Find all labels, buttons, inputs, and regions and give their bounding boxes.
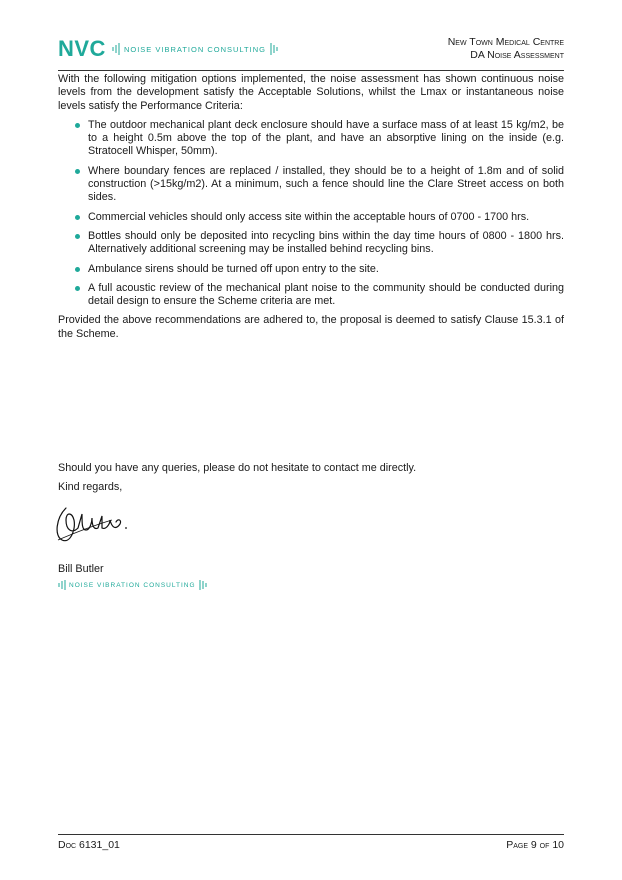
header-divider: [58, 70, 564, 71]
footer-divider: [58, 834, 564, 835]
logo-tagline-group: [112, 43, 278, 55]
list-item: Bottles should only be deposited into recycling bins within the day time hours of 0800 - 1800 hrs. Alternatively additional screening may be installed behind recycling bins.: [58, 230, 564, 257]
signer-name: Bill Butler: [58, 563, 104, 575]
logo-mark: NVC: [58, 36, 106, 61]
document-reference: Doc 6131_01: [58, 839, 120, 851]
conclusion-paragraph: Provided the above recommendations are adhered to, the proposal is deemed to satisfy Clause 15.3.1 of the Scheme.: [58, 314, 564, 340]
report-type: DA Noise Assessment: [470, 49, 564, 61]
list-item: The outdoor mechanical plant deck enclosure should have a surface mass of at least 15 kg/m2, be to a height 0.5m above the top of the plant, and have an absorptive lining on the inside (e.g. Stratocell Whisper, 50mm).: [58, 119, 564, 159]
list-item: Commercial vehicles should only access site within the acceptable hours of 0700 - 1700 hrs.: [58, 211, 564, 224]
list-item: A full acoustic review of the mechanical plant noise to the community should be conducted during detail design to ensure the Scheme criteria are met.: [58, 282, 564, 309]
intro-paragraph: With the following mitigation options implemented, the noise assessment has shown continuous noise levels from the development satisfy the Acceptable Solutions, whilst the Lmax or instantaneous noise levels satisfy the Performance Criteria:: [58, 73, 564, 112]
page-number: Page 9 of 10: [506, 839, 564, 851]
sound-wave-left-icon: [112, 43, 121, 55]
sound-wave-right-icon: [269, 43, 278, 55]
project-title: [448, 36, 564, 62]
queries-line: Should you have any queries, please do not hesitate to contact me directly.: [58, 462, 417, 474]
nvc-logo: [58, 36, 278, 62]
mitigation-list: [58, 119, 564, 309]
list-item: Ambulance sirens should be turned off upon entry to the site.: [58, 263, 564, 276]
main-content: [58, 73, 564, 341]
handwritten-signature: [52, 500, 132, 546]
logo-tagline: NOISE VIBRATION CONSULTING: [123, 44, 266, 54]
page-header: [58, 34, 564, 68]
project-name: New Town Medical Centre: [447, 36, 564, 48]
sound-wave-left-icon: [58, 580, 66, 590]
regards-line: Kind regards,: [58, 481, 123, 494]
list-item: Where boundary fences are replaced / installed, they should be to a height of 1.8m and of solid construction (>15kg/m2). At a minimum, such a fence should line the Clare Street access on both sides.: [58, 165, 564, 205]
signer-company-logo: [58, 580, 207, 590]
closing-block: [58, 462, 564, 501]
sound-wave-right-icon: [199, 580, 207, 590]
signer-company-tagline: NOISE VIBRATION CONSULTING: [69, 581, 196, 589]
